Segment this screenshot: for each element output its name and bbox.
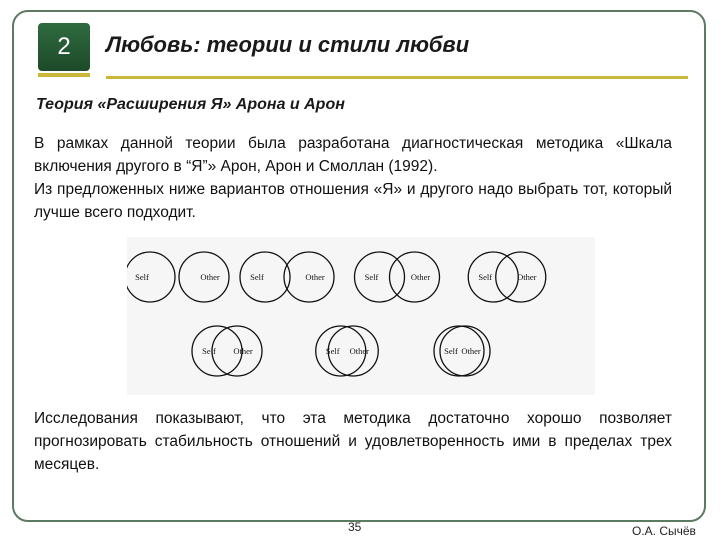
author: О.А. Сычёв <box>632 524 696 538</box>
conclusion-paragraph: Исследования показывают, что эта методика достаточно хорошо позволяет прогнозировать стабильность отношений и удовлетворенность ими в пределах трех месяцев. <box>34 410 672 473</box>
other-label: Other <box>461 346 481 356</box>
self-label: Self <box>364 272 379 282</box>
ios-option-5 <box>192 326 262 376</box>
self-label: Self <box>250 272 264 282</box>
ios-scale-diagram <box>127 237 595 395</box>
slide-number-badge: 2 <box>38 23 90 71</box>
intro-paragraph <box>34 132 672 224</box>
other-label: Other <box>349 346 369 356</box>
ios-option-2 <box>240 252 334 302</box>
other-label: Other <box>410 272 431 282</box>
ios-scale-figure <box>127 237 595 395</box>
self-label: Self <box>444 346 458 356</box>
ios-option-6 <box>316 326 379 376</box>
self-label: Self <box>478 272 493 282</box>
intro-sentence-2: Из предложенных ниже вариантов отношения «Я» и другого надо выбрать тот, который лучше всего подходит. <box>34 181 672 221</box>
ios-option-1 <box>127 252 229 302</box>
self-label: Self <box>135 272 149 282</box>
slide-title: Любовь: теории и стили любви <box>106 32 470 57</box>
slide-subtitle: Теория «Расширения Я» Арона и Арон <box>36 96 345 113</box>
self-circle <box>240 252 290 302</box>
other-label: Other <box>517 272 537 282</box>
title-rule <box>106 76 688 79</box>
other-label: Other <box>305 272 325 282</box>
intro-sentence-1: В рамках данной теории была разработана диагностическая методика «Шкала включения другого в “Я”» Арон, Арон и Смоллан (1992). <box>34 135 672 175</box>
ios-option-4 <box>468 252 546 302</box>
self-label: Self <box>325 346 340 356</box>
page-number: 35 <box>348 520 362 534</box>
self-circle <box>468 252 518 302</box>
other-label: Other <box>233 346 253 356</box>
other-label: Other <box>200 272 220 282</box>
ios-option-3 <box>355 252 440 302</box>
badge-underline <box>38 73 90 77</box>
self-label: Self <box>202 346 216 356</box>
ios-option-7 <box>434 326 490 376</box>
